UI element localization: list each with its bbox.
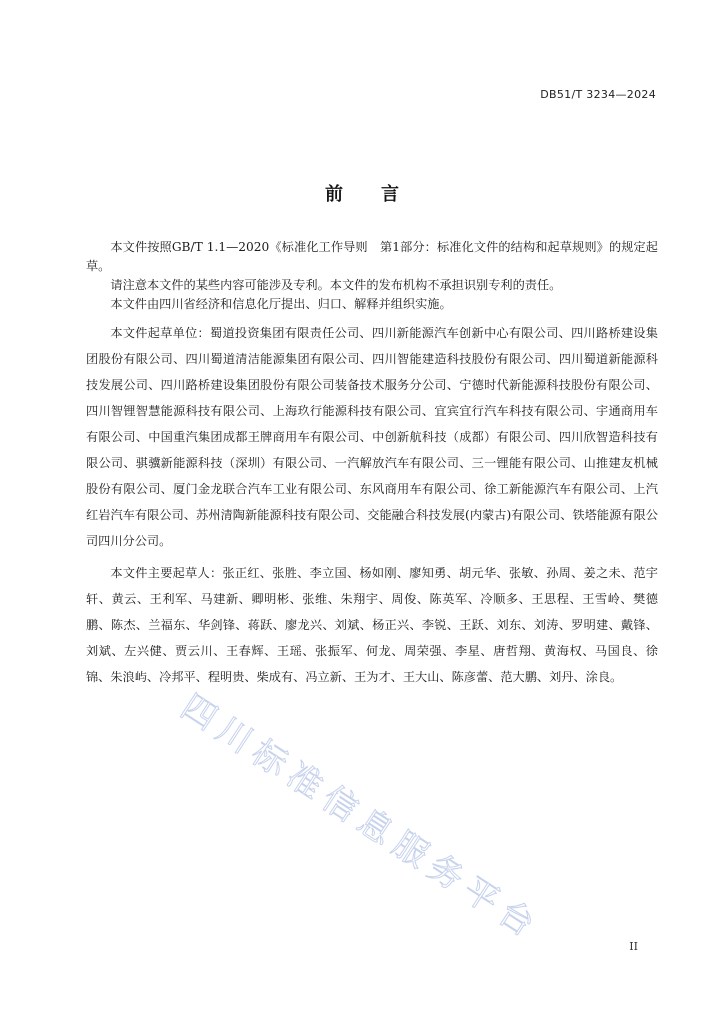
paragraph-drafting-rule: 本文件按照GB/T 1.1—2020《标准化工作导则 第1部分：标准化文件的结构和起草规则》的规定起草。 (86, 240, 658, 273)
paragraph-drafting-units: 本文件起草单位：蜀道投资集团有限责任公司、四川新能源汽车创新中心有限公司、四川路桥建设集团股份有限公司、四川蜀道清洁能源集团有限公司、四川智能建造科技股份有限公司、四川蜀道新能源科技发展公司、四川路桥建设集团股份有限公司装备技术服务分公司、宁德时代新能源科技股份有限公司、四川智锂智慧能源科技有限公司、上海玖行能源科技有限公司、宜宾宜行汽车科技有限公司、宇通商用车有限公司、中国重汽集团成都王牌商用车有限公司、中创新航科技（成都）有限公司、四川欣智造科技有限公司、骐骥新能源科技（深圳）有限公司、一汽解放汽车有限公司、三一锂能有限公司、山推建友机械股份有限公司、厦门金龙联合汽车工业有限公司、东风商用车有限公司、徐工新能源汽车有限公司、上汽红岩汽车有限公司、苏州清陶新能源科技有限公司、交能融合科技发展(内蒙古)有限公司、铁塔能源有限公司四川分公司。 (86, 326, 658, 548)
page-title: 前言 (325, 184, 437, 205)
paragraph-proposer: 本文件由四川省经济和信息化厅提出、归口、解释并组织实施。 (110, 297, 452, 311)
paragraph-patent-notice: 请注意本文件的某些内容可能涉及专利。本文件的发布机构不承担识别专利的责任。 (110, 278, 562, 292)
document-code: DB51/T 3234—2024 (540, 88, 656, 101)
foreword-body (86, 238, 658, 690)
watermark: 四川标准信息服务平台 (173, 686, 548, 950)
page-number: II (629, 940, 638, 953)
paragraph-drafters: 本文件主要起草人：张正红、张胜、李立国、杨如刚、廖知勇、胡元华、张敏、孙周、姜之未、范宇轩、黄云、王利军、马建新、卿明彬、张维、朱翔宇、周俊、陈英军、冷顺多、王思程、王雪岭、樊德鹏、陈杰、兰福东、华剑锋、蒋跃、廖龙兴、刘斌、杨正兴、李锐、王跃、刘东、刘涛、罗明建、戴锋、刘斌、左兴健、贾云川、王春辉、王瑶、张振军、何龙、周荣强、李星、唐哲翔、黄海权、马国良、徐锦、朱浪屿、冷邦平、程明贵、柴成有、冯立新、王为才、王大山、陈彦蕾、范大鹏、刘丹、涂良。 (86, 566, 658, 684)
